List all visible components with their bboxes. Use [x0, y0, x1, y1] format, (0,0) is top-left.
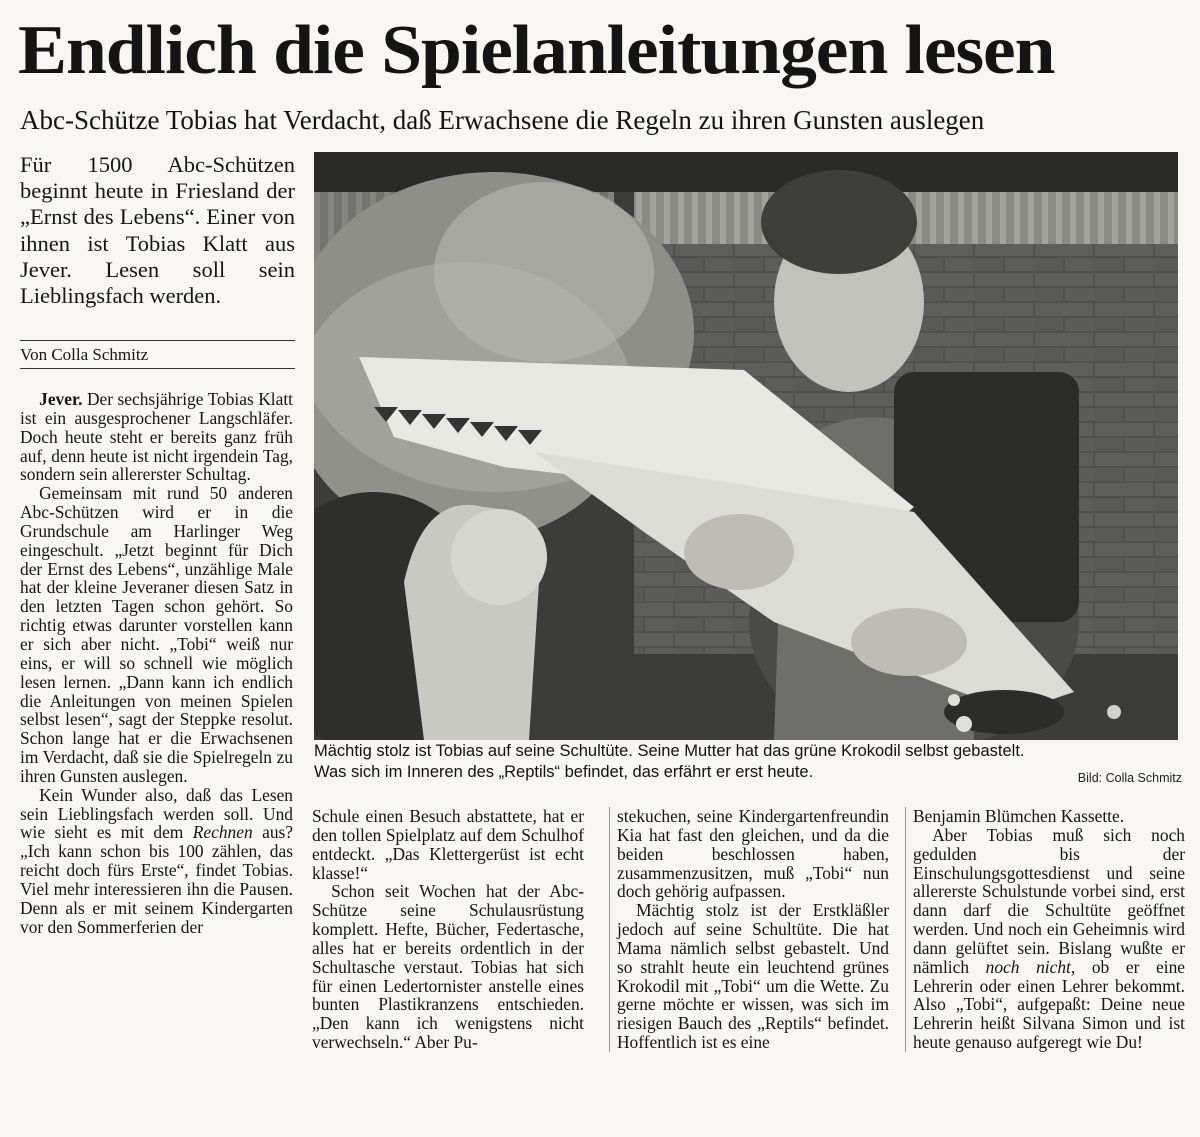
paragraph: [20, 390, 293, 484]
photo-illustration: [314, 152, 1178, 740]
paragraph-text: aus? „Ich kann schon bis 100 zählen, das reicht doch fürs Erste“, findet Tobias. Viel mehr interessieren ihn die Pausen. Denn als er mit seinem Kindergarten vor den Sommerferien der: [20, 822, 293, 937]
byline: Von Colla Schmitz: [20, 340, 295, 369]
paragraph: stekuchen, seine Kindergartenfreundin Kia hat fast den gleichen, und da die beiden beschlossen haben, zusammenzusitzen, muß „Tobi“ nun doch gehörig aufpassen.: [617, 806, 889, 902]
article-column-2: [312, 807, 584, 1052]
paragraph-text: , ob er eine Lehrerin oder einen Lehrer bekommt. Also „Tobi“, aufgepaßt: Deine neue Lehrerin heißt Silvana Simon und ist heute genauso aufgeregt wie Du!: [913, 956, 1185, 1053]
paragraph-text: Der sechsjährige Tobias Klatt ist ein ausgesprochener Langschläfer. Doch heute steht er bereits ganz früh auf, denn heute ist nicht irgendein Tag, sondern sein allererster Schultag.: [20, 389, 293, 485]
paragraph: [913, 826, 1185, 1052]
photo-credit: Bild: Colla Schmitz: [1077, 771, 1182, 785]
paragraph: Schule einen Besuch abstattete, hat er den tollen Spielplatz auf dem Schulhof entdeckt. „Das Klettergerüst ist echt klasse!“: [312, 806, 584, 883]
article-column-4: [905, 807, 1185, 1052]
paragraph: [20, 786, 293, 937]
article-column-1: [20, 390, 293, 936]
article-column-3: [609, 807, 889, 1052]
paragraph-text: Kein Wunder also, daß das Lesen sein Lieblingsfach werden soll. Und wie sieht es mit dem: [20, 784, 293, 843]
article-photo: [314, 152, 1178, 740]
caption-line: Mächtig stolz ist Tobias auf seine Schultüte. Seine Mutter hat das grüne Krokodil selbst gebastelt.: [314, 742, 1025, 760]
paragraph: Benjamin Blümchen Kassette.: [913, 806, 1125, 826]
subheadline: Abc-Schütze Tobias hat Verdacht, daß Erwachsene die Regeln zu ihren Gunsten auslegen: [20, 105, 985, 135]
paragraph: Mächtig stolz ist der Erstkläßler jedoch auf seine Schultüte. Die hat Mama nämlich selbst gebastelt. Und so strahlt heute ein leuchtend grünes Krokodil mit „Tobi“ um die Wette. Zu gerne möchte er wissen, was sich im riesigen Bauch des „Reptils“ befindet. Hoffentlich ist es eine: [617, 900, 889, 1053]
lead-paragraph: Für 1500 Abc-Schützen beginnt heute in Friesland der „Ernst des Lebens“. Einer von ihnen ist Tobias Klatt aus Jever. Lesen soll sein Lieblingsfach werden.: [20, 152, 295, 309]
paragraph-text: Aber Tobias muß sich noch gedulden bis der Einschulungsgottesdienst und seine allererste Schulstunde vorbei sind, erst dann darf die Schultüte geöffnet werden. Und noch ein Geheimnis wird dann gelüftet sein. Bislang wußte er nämlich: [913, 824, 1185, 977]
emphasis: noch nicht: [985, 956, 1071, 977]
photo-caption: [314, 741, 1182, 783]
caption-line: Was sich im Inneren des „Reptils“ befindet, das erfährt er erst heute.: [314, 763, 814, 781]
paragraph: Gemeinsam mit rund 50 anderen Abc-Schützen wird er in die Grundschule am Harlinger Weg eingeschult. „Jetzt beginnt für Dich der Ernst des Lebens“, unzählige Male hat der kleine Jeveraner diesen Satz in den letzten Tagen schon gehört. So richtig etwas darunter vorstellen kann er sich aber nicht. „Tobi“ weiß nur eins, er will so schnell wie möglich lesen lernen. „Dann kann ich endlich die Anleitungen von meinen Spielen selbst lesen“, sagt der Steppke resolut. Schon lange hat er die Erwachsenen im Verdacht, daß sie die Spielregeln zu ihren Gunsten auslegen.: [20, 483, 293, 786]
emphasis: Rechnen: [192, 822, 253, 843]
dateline: Jever.: [39, 389, 83, 409]
paragraph: Schon seit Wochen hat der Abc-Schütze seine Schulausrüstung komplett. Hefte, Bücher, Federtasche, alles hat er bereits ordentlich in der Schultasche verstaut. Tobias hat sich für einen Ledertornister anstelle eines bunten Plastikranzens entschieden. „Den kann ich wenigstens nicht verwechseln.“ Aber Pu-: [312, 881, 584, 1053]
headline: Endlich die Spielanleitungen lesen: [18, 12, 1055, 89]
